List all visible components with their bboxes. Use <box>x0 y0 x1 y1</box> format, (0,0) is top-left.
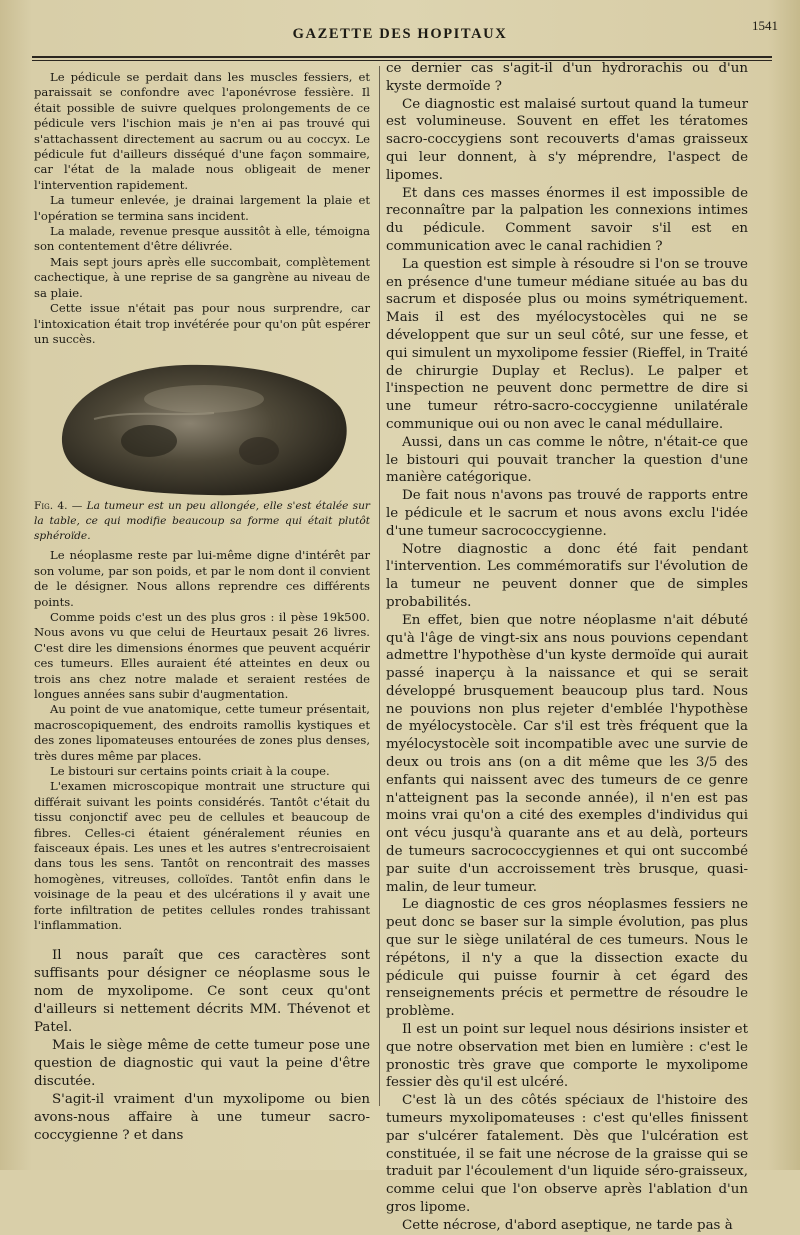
paragraph: Il est un point sur lequel nous désirions insister et que notre observation met bien en lumière : c'est le pronostic très grave que comporte le myxolipome fessier dès qu'il est ulcéré. <box>386 1022 748 1091</box>
paragraph: La tumeur enlevée, je drainai largement la plaie et l'opération se termina sans incident. <box>34 193 370 223</box>
paragraph: Le bistouri sur certains points criait à la coupe. <box>50 764 330 778</box>
paragraph: Cette nécrose, d'abord aseptique, ne tarde pas à <box>402 1217 733 1233</box>
caption-text: — La tumeur est un peu allongée, elle s'est étalée sur la table, ce qui modifie beaucoup sa forme qui était plutôt sphéroïde. <box>34 500 370 543</box>
paragraph: C'est là un des côtés spéciaux de l'histoire des tumeurs myxolipomateuses : c'est qu'elles finissent par s'ulcérer fatalement. Dès que l'ulcération est constituée, il se fait une nécrose de la graisse qui se traduit par l'écoulement d'un liquide séro-graisseux, comme celui que l'on observe après l'ablation d'un gros lipome. <box>386 1093 748 1215</box>
paragraph: Mais le siège même de cette tumeur pose une question de diagnostic qui vaut la peine d'être discutée. <box>34 1038 370 1090</box>
paragraph: Le néoplasme reste par lui-même digne d'intérêt par son volume, par son poids, et par le nom dont il convient de le désigner. Nous allons reprendre ces différents points. <box>34 548 370 609</box>
paragraph-continuation: ce dernier cas s'agit-il d'un hydrorachis ou d'un kyste dermoïde ? <box>386 61 748 94</box>
right-column <box>386 60 748 1235</box>
paragraph: L'examen microscopique montrait une structure qui différait suivant les points considérés. Tantôt c'était du tissu conjonctif avec peu de cellules et beaucoup de fibres. Celles-ci étaient généralement réunies en faisceaux épais. Les unes et les autres s'entrecroisaient dans tous les sens. Tantôt on rencontrait des masses homogènes, vitreuses, colloïdes. Tantôt enfin dans le voisinage de la peau et des ulcérations il y avait une forte infiltration de petites cellules rondes trahissant l'inflammation. <box>34 779 370 933</box>
paragraph: Le pédicule se perdait dans les muscles fessiers, et paraissait se confondre avec l'aponévrose fessière. Il était possible de suivre quelques prolongements de ce pédicule vers l'ischion mais je n'en ai pas trouvé qui s'attachassent directement au sacrum ou au coccyx. Le pédicule fut d'ailleurs disséqué d'une façon sommaire, car l'état de la malade nous obligeait de mener l'intervention rapidement. <box>34 70 370 192</box>
running-header <box>20 18 780 52</box>
paragraph: Notre diagnostic a donc été fait pendant l'intervention. Les commémoratifs sur l'évolution de la tumeur ne peuvent donner que de simples probabilités. <box>386 541 748 610</box>
page-number: 1541 <box>752 18 778 33</box>
left-column <box>34 70 370 1145</box>
left-middle-text <box>34 548 370 933</box>
paragraph: Au point de vue anatomique, cette tumeur présentait, macroscopiquement, des endroits ramollis kystiques et des zones lipomateuses entourées de zones plus denses, très dures même par places. <box>34 702 370 763</box>
paragraph: Le diagnostic de ces gros néoplasmes fessiers ne peut donc se baser sur la simple évolution, pas plus que sur le siège unilatéral de ces tumeurs. Nous le répétons, il n'y a que la dissection exacte du pédicule qui puisse fournir à cet égard des renseignements précis et permettre de résoudre le problème. <box>386 897 748 1020</box>
paragraph: De fait nous n'avons pas trouvé de rapports entre le pédicule et le sacrum et nous avons exclu l'idée d'une tumeur sacrococcygienne. <box>386 488 748 539</box>
figure-4 <box>34 359 370 544</box>
journal-title: GAZETTE DES HOPITAUX <box>292 26 508 42</box>
paragraph: Cette issue n'était pas pour nous surprendre, car l'intoxication était trop invétérée pour qu'on pût espérer un succès. <box>34 301 370 346</box>
figure-caption <box>34 499 370 544</box>
header-rule <box>32 56 772 58</box>
paragraph: Ce diagnostic est malaisé surtout quand la tumeur est volumineuse. Souvent en effet les tératomes sacro-coccygiens sont recouverts d'amas graisseux qui leur donnent, à s'y méprendre, l'aspect de lipomes. <box>386 96 748 183</box>
paragraph: Mais sept jours après elle succombait, complètement cachectique, à une reprise de sa gangrène au niveau de sa plaie. <box>34 254 370 300</box>
paragraph: La malade, revenue presque aussitôt à elle, témoigna son contentement d'être délivrée. <box>34 224 370 254</box>
tumor-photograph <box>54 359 354 499</box>
paragraph: En effet, bien que notre néoplasme n'ait débuté qu'à l'âge de vingt-six ans nous pouvions cependant admettre l'hypothèse d'un kyste dermoïde qui aurait passé inaperçu à la naissance et qui se serait développé brusquement beaucoup plus tard. Nous ne pouvions non plus rejeter d'emblée l'hypothèse de myélocystocèle. Car s'il est très fréquent que la myélocystocèle soit incompatible avec une survie de deux ou trois ans (on a dit même que les 3/5 des enfants qui naissent avec des tumeurs de ce genre n'atteignent pas la seconde année), il n'en est pas moins vrai qu'on a cité des exemples d'individus qui ont vécu jusqu'à quarante ans et au delà, porteurs de tumeurs sacrococcygiennes et qui ont succombé par suite d'un accroissement très brusque, quasi-malin, de leur tumeur. <box>386 612 748 895</box>
paragraph: S'agit-il vraiment d'un myxolipome ou bien avons-nous affaire à une tumeur sacro-coccygienne ? et dans <box>34 1092 370 1144</box>
left-bottom-text <box>34 947 370 1145</box>
figure-number: Fig. 4. <box>34 500 68 513</box>
column-divider <box>379 66 380 1106</box>
paragraph: Il nous paraît que ces caractères sont suffisants pour désigner ce néoplasme sous le nom de myxolipome. Ce sont ceux qu'ont d'ailleurs si nettement décrits MM. Thévenot et Patel. <box>34 948 370 1036</box>
paragraph: Aussi, dans un cas comme le nôtre, n'était-ce que le bistouri qui pouvait trancher la question d'une manière catégorique. <box>386 434 748 486</box>
paragraph: La question est simple à résoudre si l'on se trouve en présence d'une tumeur médiane située au bas du sacrum et disposée plus ou moins symétriquement. Mais il est des myélocystocèles qui ne se développent que sur un seul côté, sur une fesse, et qui simulent un myxolipome fessier (Rieffel, in Traité de chirurgie Duplay et Reclus). Le palper et l'inspection ne peuvent donc permettre de dire si une tumeur rétro-sacro-coccygienne unilatérale communique oui ou non avec le canal médullaire. <box>386 256 748 432</box>
paragraph: Comme poids c'est un des plus gros : il pèse 19k500. Nous avons vu que celui de Heurtaux pesait 26 livres. C'est dire les dimensions énormes que peuvent acquérir ces tumeurs. Elles auraient été atteintes en deux ou trois ans chez notre malade et seraient restées de longues années sans subir d'augmentation. <box>34 609 370 701</box>
left-top-text <box>34 70 370 347</box>
paragraph: Et dans ces masses énormes il est impossible de reconnaître par la palpation les connexions intimes du pédicule. Comment savoir s'il est en communication avec le canal rachidien ? <box>386 185 748 254</box>
